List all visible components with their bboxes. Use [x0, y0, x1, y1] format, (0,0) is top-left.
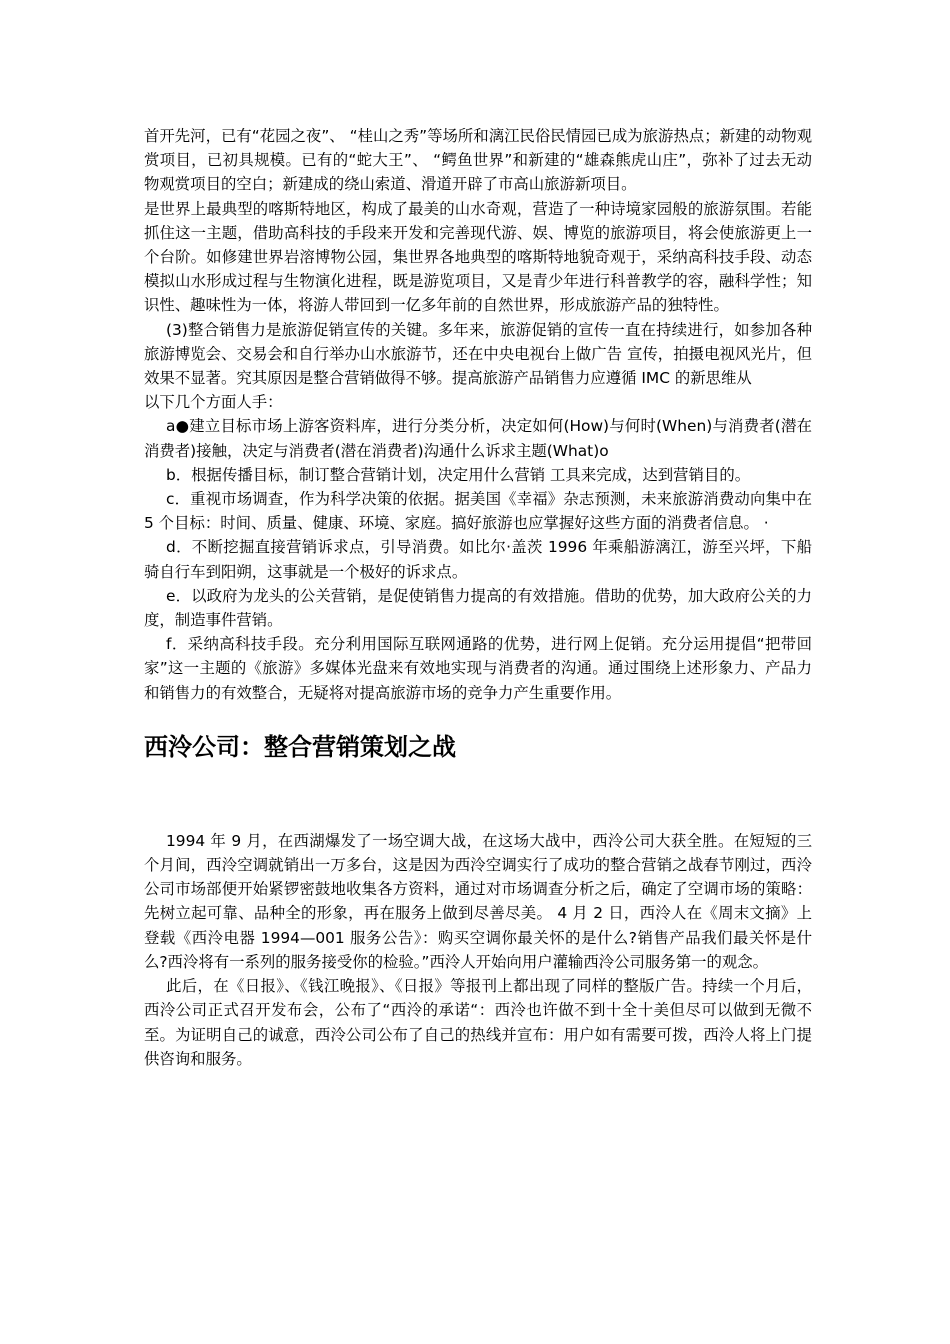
paragraph-attractions: 首开先河，已有“花园之夜”、 “桂山之秀”等场所和漓江民俗民情园已成为旅游热点；新建的动物观赏项目，已初具规模。已有的“蛇大王”、 “鳄鱼世界”和新建的“雄森熊虎山庄”，弥补了过去无动物观赏项目的空白；新建成的绕山索道、滑道开辟了市高山旅游新项目。 — [144, 127, 812, 194]
list-item-b: b．根据传播目标，制订整合营销计划，决定用什么营销 工具来完成，达到营销目的。 — [166, 465, 751, 484]
list-item-d: d．不断挖掘直接营销诉求点，引导消费。如比尔·盖茨 1996 年乘船游漓江，游至兴坪，下船骑自行车到阳朔，这事就是一个极好的诉求点。 — [144, 538, 812, 581]
document-page — [144, 124, 812, 1071]
paragraph-aspects-intro: 以下几个方面人手： — [144, 393, 283, 412]
list-item-a: a●建立目标市场上游客资料库，进行分类分析，决定如何(How)与何时(When)与消费者(潜在消费者)接触，决定与消费者(潜在消费者)沟通什么诉求主题(What)o — [144, 417, 812, 460]
section-title: 西泠公司：整合营销策划之战 — [144, 732, 456, 761]
paragraph-promise: 此后，在《日报》、《钱江晚报》、《日报》等报刊上都出现了同样的整版广告。持续一个月后，西泠公司正式召开发布会，公布了“西泠的承诺“：西泠也许做不到十全十美但尽可以做到无微不至。为证明自己的诚意，西泠公司公布了自己的热线并宣布：用户如有需要可拨，西泠人将上门提供咨询和服务。 — [144, 977, 812, 1068]
paragraph-sales-power: (3)整合销售力是旅游促销宣传的关键。多年来，旅游促销的宣传一直在持续进行，如参加各种旅游博览会、交易会和自行举办山水旅游节，还在中央电视台上做广告 宣传，拍摄电视风光片，但效果不显著。究其原因是整合营销做得不够。提高旅游产品销售力应遵循 IMC 的新思维从 — [144, 320, 812, 388]
paragraph-aircon-war: 1994 年 9 月，在西湖爆发了一场空调大战，在这场大战中，西泠公司大获全胜。在短短的三个月间，西泠空调就销出一万多台，这是因为西泠空调实行了成功的整合营销之战春节刚过，西泠公司市场部便开始紧锣密鼓地收集各方资料，通过对市场调查分析之后，确定了空调市场的策略：先树立起可靠、品种全的形象，再在服务上做到尽善尽美。 4 月 2 日，西泠人在《周末文摘》上登载《西泠电器 1994—001 服务公告》：购买空调你最关怀的是什么?销售产品我们最关怀是什么?西泠将有一系列的服务接受你的检验。”西泠人开始向用户灌输西泠公司服务第一的观念。 — [144, 831, 812, 971]
list-item-e: e．以政府为龙头的公关营销，是促使销售力提高的有效措施。借助的优势，加大政府公关的力度，制造事件营销。 — [144, 586, 812, 630]
list-item-c: c．重视市场调查，作为科学决策的依据。据美国《幸福》杂志预测，未来旅游消费动向集中在 5 个目标：时间、质量、健康、环境、家庭。搞好旅游也应掌握好这些方面的消费者信息。 · — [144, 490, 812, 533]
list-item-f: f．采纳高科技手段。充分利用国际互联网通路的优势，进行网上促销。充分运用提倡“把带回家”这一主题的《旅游》多媒体光盘来有效地实现与消费者的沟通。通过围绕上述形象力、产品力和销售力的有效整合，无疑将对提高旅游市场的竞争力产生重要作用。 — [144, 635, 812, 702]
section-heading-block — [144, 731, 812, 763]
paragraph-karst-landscape: 是世界上最典型的喀斯特地区，构成了最美的山水奇观，营造了一种诗境家园般的旅游氛围。若能抓住这一主题，借助高科技的手段来开发和完善现代游、娱、博览的旅游项目，将会使旅游更上一个台阶。如修建世界岩溶博物公园，集世界各地典型的喀斯特地貌奇观于，采纳高科技手段、动态模拟山水形成过程与生物演化进程，既是游览项目，又是青少年进行科普教学的容，融科学性；知识性、趣味性为一体，将游人带回到一亿多年前的自然世界，形成旅游产品的独特性。 — [144, 199, 812, 315]
